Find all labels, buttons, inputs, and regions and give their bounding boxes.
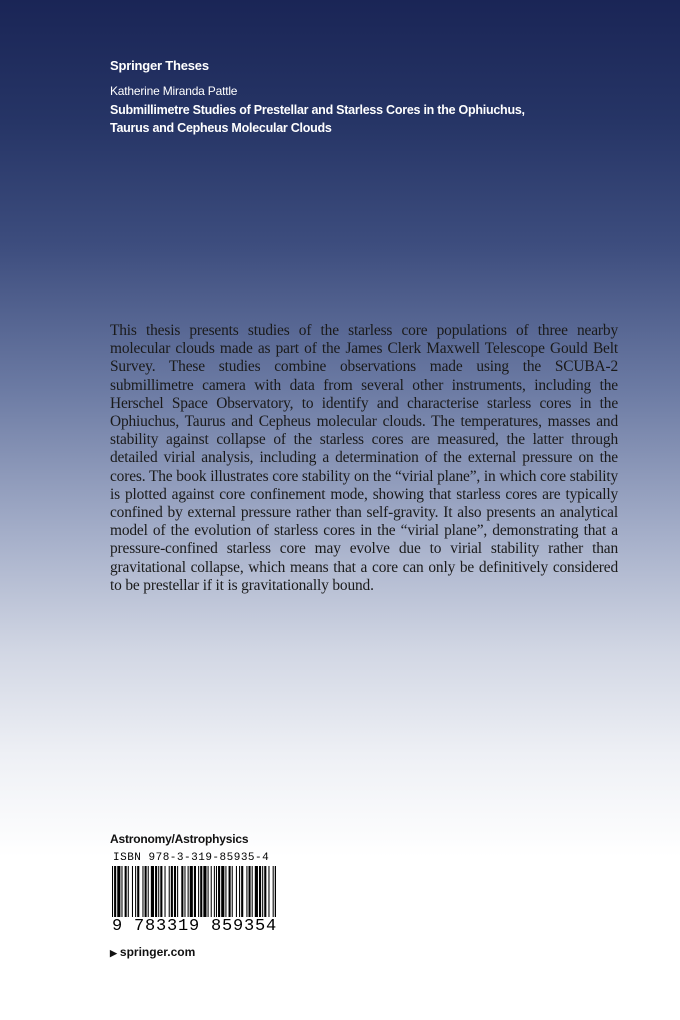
subject-category: Astronomy/Astrophysics: [110, 832, 249, 846]
series-name: Springer Theses: [110, 58, 209, 73]
book-title-line-2: Taurus and Cepheus Molecular Clouds: [110, 121, 332, 135]
book-title-line-1: Submillimetre Studies of Prestellar and Starless Cores in the Ophiuchus,: [110, 103, 525, 117]
isbn-label: ISBN 978-3-319-85935-4: [113, 852, 270, 864]
book-title: [110, 101, 580, 137]
back-cover-blurb: This thesis presents studies of the starless core populations of three nearby molecular clouds made as part of the James Clerk Maxwell Telescope Gould Belt Survey. These studies combine observations made using the SCUBA-2 submillimetre camera with data from several other instruments, including the Herschel Space Observatory, to identify and characterise starless cores in the Ophiuchus, Taurus and Cepheus molecular clouds. The temperatures, masses and stability against collapse of the starless cores are measured, the latter through detailed virial analysis, including a determination of the external pressure on the cores. The book illustrates core stability on the “virial plane”, in which core stability is plotted against core confinement mode, showing that starless cores are typically confined by external pressure rather than self-gravity. It also presents an analytical model of the evolution of starless cores in the “virial plane”, demonstrating that a pressure-confined starless core may evolve due to virial stability rather than gravitational collapse, which means that a core can only be definitively considered to be prestellar if it is gravitationally bound.: [110, 322, 618, 594]
publisher-website[interactable]: [110, 945, 195, 959]
barcode-number: 9 783319 859354: [112, 917, 278, 936]
publisher-website-label: springer.com: [119, 945, 196, 959]
author-name: Katherine Miranda Pattle: [110, 84, 238, 98]
triangle-right-icon: ▶: [110, 948, 117, 958]
